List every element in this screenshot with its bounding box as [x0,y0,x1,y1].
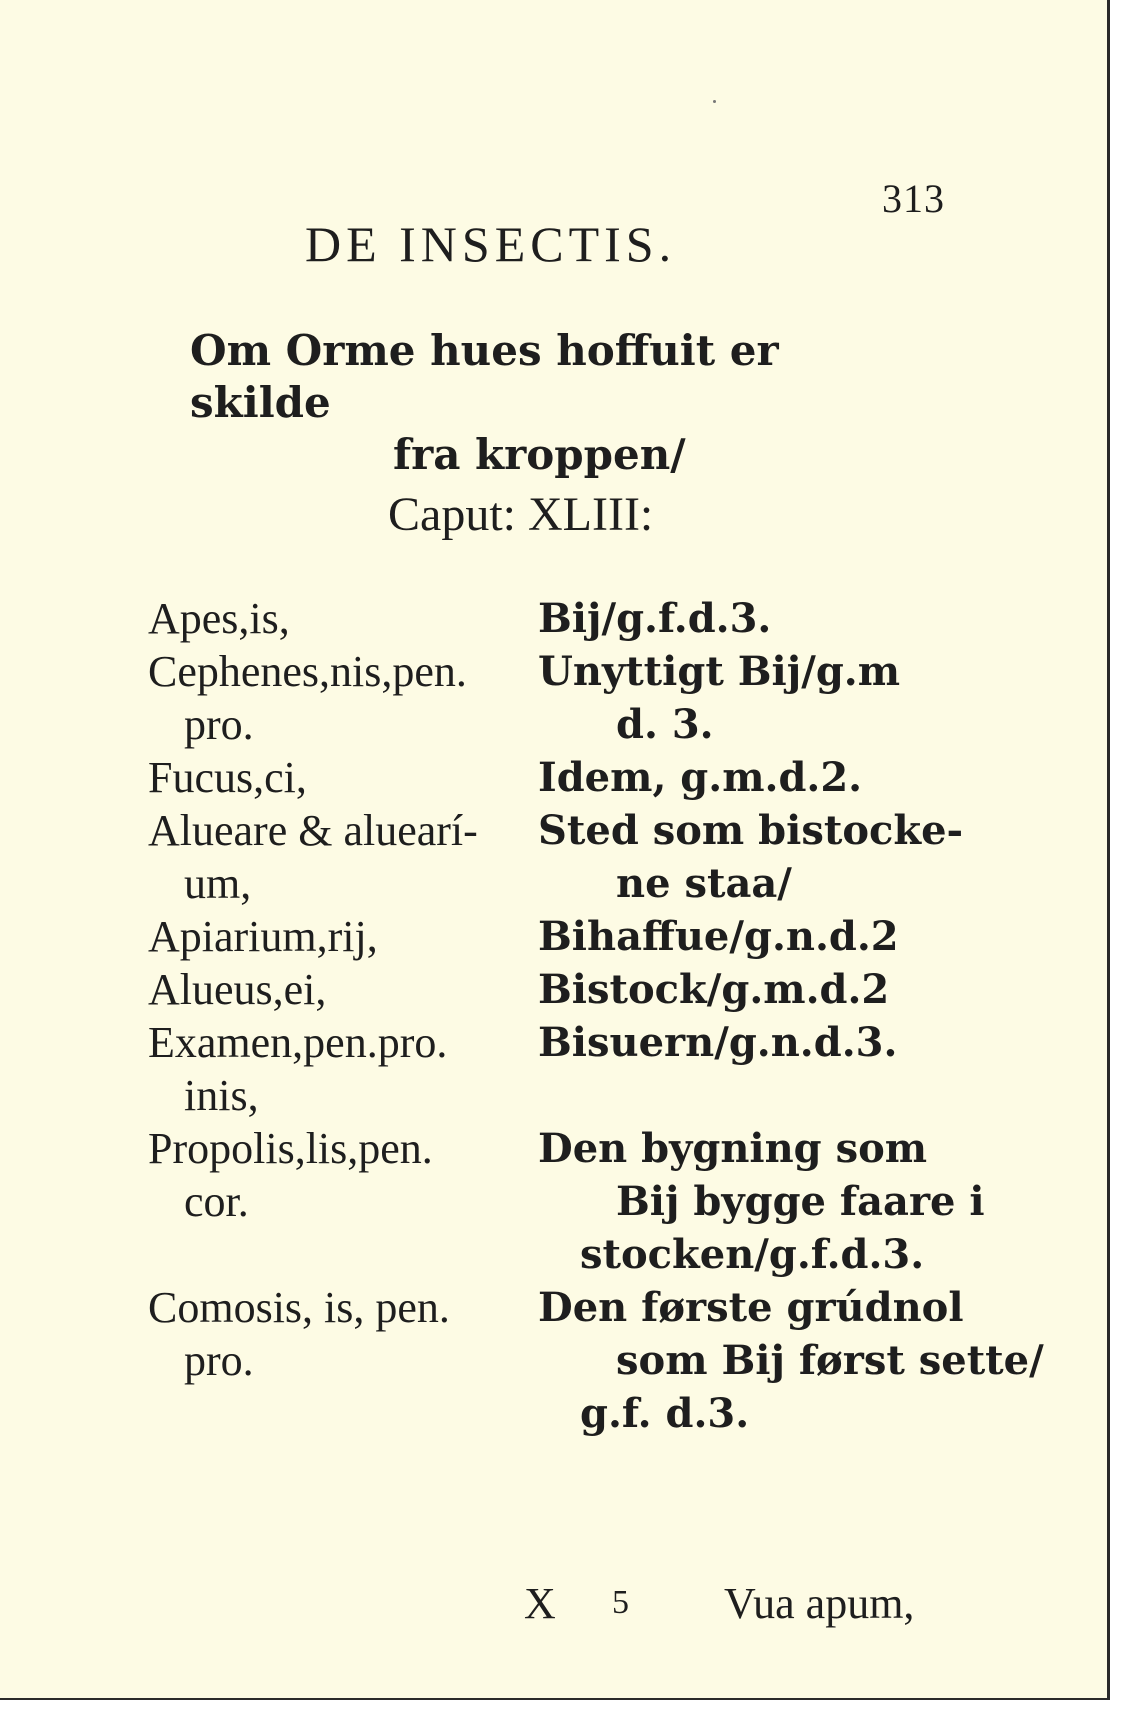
glossary-row [148,1016,948,1069]
glossary-row [148,751,948,804]
chapter-heading [190,325,910,481]
glossary-row [148,804,964,857]
danish-gloss-continuation: som Bij først sette/ [616,1337,1044,1384]
glossary-row [148,592,948,645]
glossary-row [148,645,948,698]
latin-term-continuation: pro. [184,700,254,749]
chapter-heading-line-1: Om Orme hues hoffuit er skilde [190,326,779,427]
latin-term: Alueare & aluearí- [148,806,478,855]
danish-gloss-continuation: g.f. d.3. [580,1390,750,1437]
danish-gloss: Unyttigt Bij/g.m [538,648,901,695]
danish-gloss-continuation: stocken/g.f.d.3. [580,1231,925,1278]
signature-mark-letter: X [524,1579,556,1628]
danish-gloss: Bistock/g.m.d.2 [538,966,890,1013]
danish-gloss: Den bygning som [538,1125,928,1172]
danish-gloss: Bihaffue/g.n.d.2 [538,913,899,960]
latin-term: Cephenes,nis,pen. [148,647,467,696]
chapter-heading-line-2: fra kroppen/ [393,430,686,479]
danish-gloss-continuation: Bij bygge faare i [616,1178,985,1225]
chapter-number: Caput: XLIII: [388,488,654,541]
latin-term: Comosis, is, pen. [148,1283,450,1332]
catchword: Vua apum, [724,1579,915,1628]
danish-gloss-continuation: d. 3. [616,701,714,748]
danish-gloss: Den første grúdnol [538,1284,964,1331]
latin-term: Alueus,ei, [148,965,327,1014]
glossary-row [148,1334,1044,1387]
danish-gloss: Sted som bistocke- [538,807,964,854]
latin-term-continuation: cor. [184,1177,249,1226]
glossary-row [148,1281,964,1334]
latin-term-continuation: pro. [184,1336,254,1385]
danish-gloss-continuation: ne staa/ [616,860,792,907]
ink-speck [713,100,716,103]
latin-term: Fucus,ci, [148,753,307,802]
glossary-row [148,963,948,1016]
glossary-row [148,910,948,963]
glossary-row [148,698,948,751]
latin-term: Apiarium,rij, [148,912,378,961]
glossary-row [148,1387,948,1440]
page-number: 313 [882,176,945,221]
danish-gloss [574,1069,948,1122]
latin-term-continuation: um, [184,859,252,908]
latin-term: Propolis,lis,pen. [148,1124,433,1173]
latin-term-continuation: inis, [184,1071,259,1120]
latin-term [148,1387,538,1440]
latin-term [148,1228,538,1281]
latin-term: Examen,pen.pro. [148,1018,448,1067]
danish-gloss: Bij/g.f.d.3. [538,595,772,642]
latin-term: Apes,is, [148,594,290,643]
danish-gloss: Idem, g.m.d.2. [538,754,863,801]
glossary-row [148,1175,985,1228]
glossary-row [148,857,948,910]
glossary-list [148,592,1044,1440]
glossary-row [148,1122,948,1175]
glossary-row [148,1069,948,1122]
glossary-row [148,1228,948,1281]
danish-gloss: Bisuern/g.n.d.3. [538,1019,898,1066]
running-title: DE INSECTIS. [305,216,677,272]
signature-mark-number: 5 [612,1584,629,1621]
